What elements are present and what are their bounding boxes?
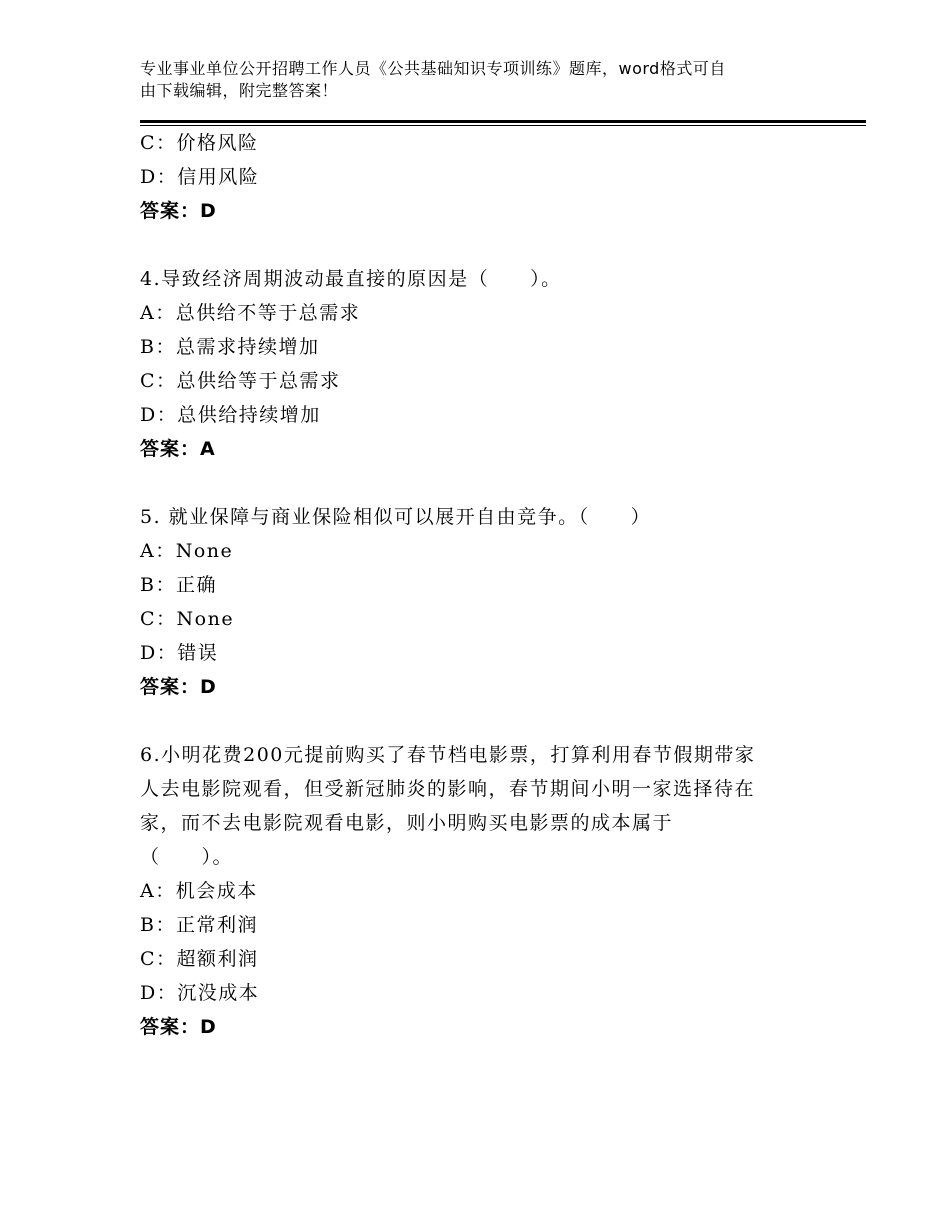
spacer [140,466,820,500]
option-b: B：正确 [140,574,217,596]
option-c: C：价格风险 [140,132,259,154]
option-d: D：错误 [140,642,219,664]
header-rule-thick [140,120,866,123]
question-stem: 5. 就业保障与商业保险相似可以展开自由竞争。（ ） [140,506,652,528]
option-a: A：机会成本 [140,880,258,902]
spacer [140,228,820,262]
option-a: A：总供给不等于总需求 [140,302,361,324]
option-d: D：信用风险 [140,166,260,188]
answer-line: 答案：D [140,1016,217,1038]
question-stem-line: 家，而不去电影院观看电影，则小明购买电影票的成本属于 [140,812,674,834]
option-b: B：正常利润 [140,914,258,936]
question-stem: 4.导致经济周期波动最直接的原因是（ ）。 [140,268,562,290]
answer-line: 答案：A [140,438,216,460]
spacer [140,704,820,738]
option-c: C：总供给等于总需求 [140,370,341,392]
option-c: C：None [140,608,235,630]
header-line-1: 专业事业单位公开招聘工作人员《公共基础知识专项训练》题库，word格式可自 [140,59,726,78]
answer-line: 答案：D [140,676,217,698]
header-line-2: 由下载编辑，附完整答案！ [140,81,339,100]
option-c: C：超额利润 [140,948,259,970]
option-a: A：None [140,540,234,562]
option-d: D：总供给持续增加 [140,404,321,426]
document-header [140,58,810,102]
question-stem-line: 人去电影院观看，但受新冠肺炎的影响，春节期间小明一家选择待在 [140,778,756,800]
question-stem-line: 6.小明花费200元提前购买了春节档电影票，打算利用春节假期带家 [140,744,756,766]
option-b: B：总需求持续增加 [140,336,320,358]
option-d: D：沉没成本 [140,982,260,1004]
answer-line: 答案：D [140,200,217,222]
question-list [140,126,820,1044]
question-stem-line: （ ）。 [140,846,234,868]
